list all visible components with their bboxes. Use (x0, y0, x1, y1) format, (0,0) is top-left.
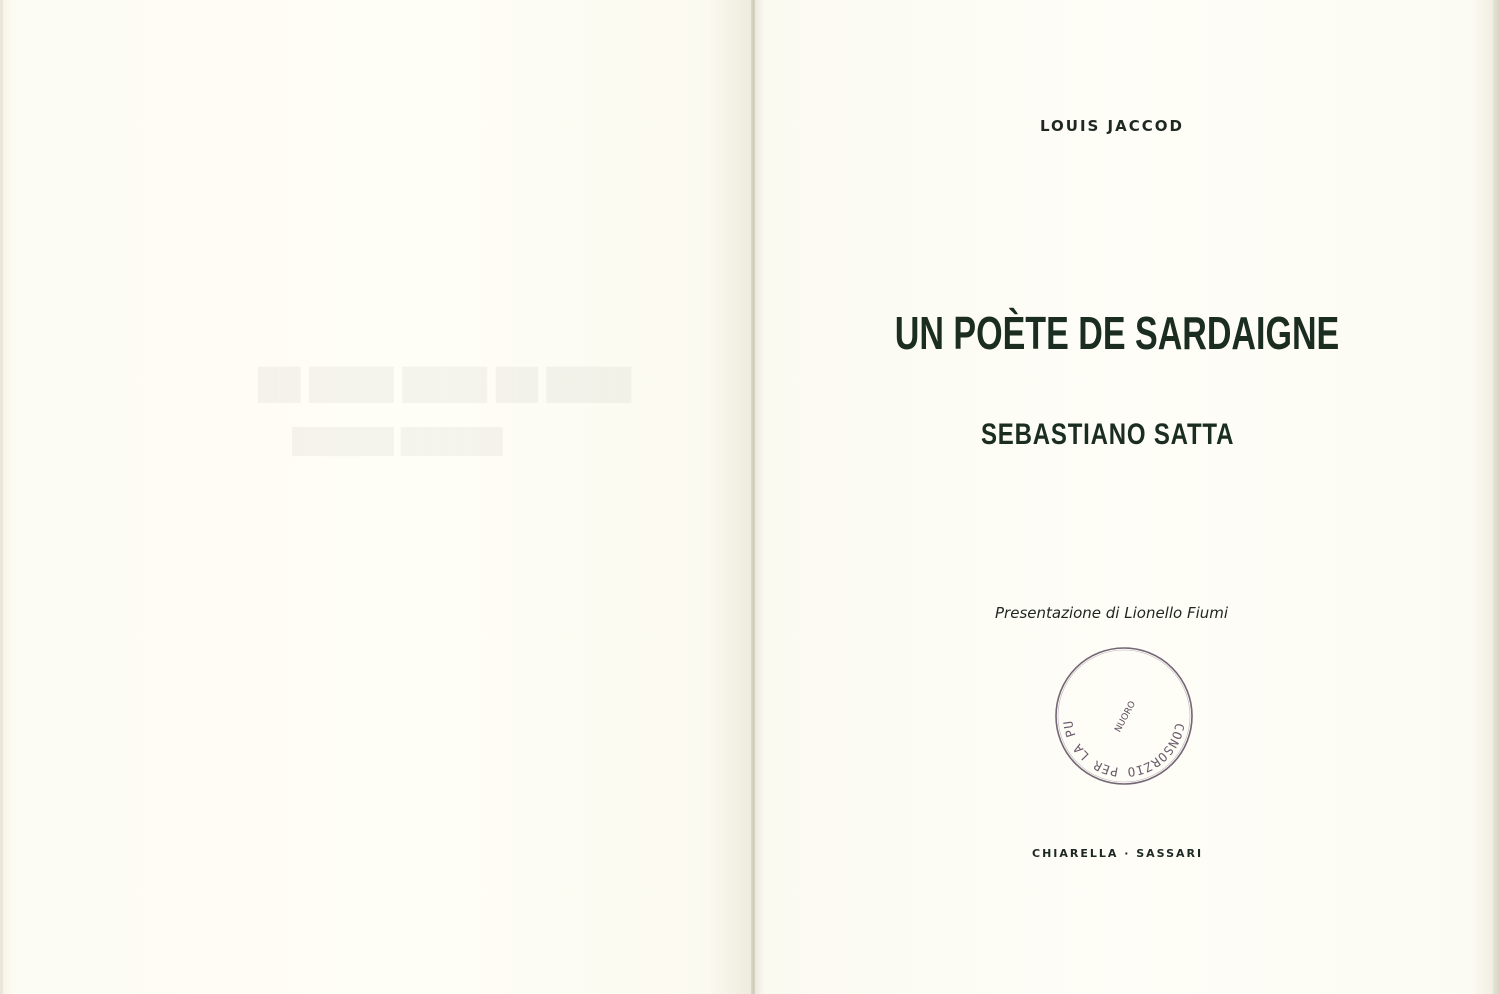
title-page (755, 0, 1493, 994)
stamp-seal-icon (1053, 645, 1195, 787)
left-page-edge (0, 0, 3, 994)
book-title: UN POÈTE DE SARDAIGNE (894, 307, 1340, 359)
author-name: LOUIS JACCOD (1040, 117, 1184, 135)
right-page-edge (1493, 0, 1500, 994)
bleed-through-shadow (258, 368, 631, 402)
presentation-credit: Presentazione di Lionello Fiumi (995, 604, 1229, 622)
bleed-through-shadow-2 (292, 428, 503, 456)
stamp-ring-text: CONSORZIO PER LA PU (1060, 719, 1188, 780)
library-stamp (1053, 645, 1195, 787)
stamp-center-text: NUORO (1113, 699, 1139, 735)
publisher-imprint: CHIARELLA · SASSARI (1032, 847, 1204, 860)
book-subtitle: SEBASTIANO SATTA (981, 418, 1235, 451)
